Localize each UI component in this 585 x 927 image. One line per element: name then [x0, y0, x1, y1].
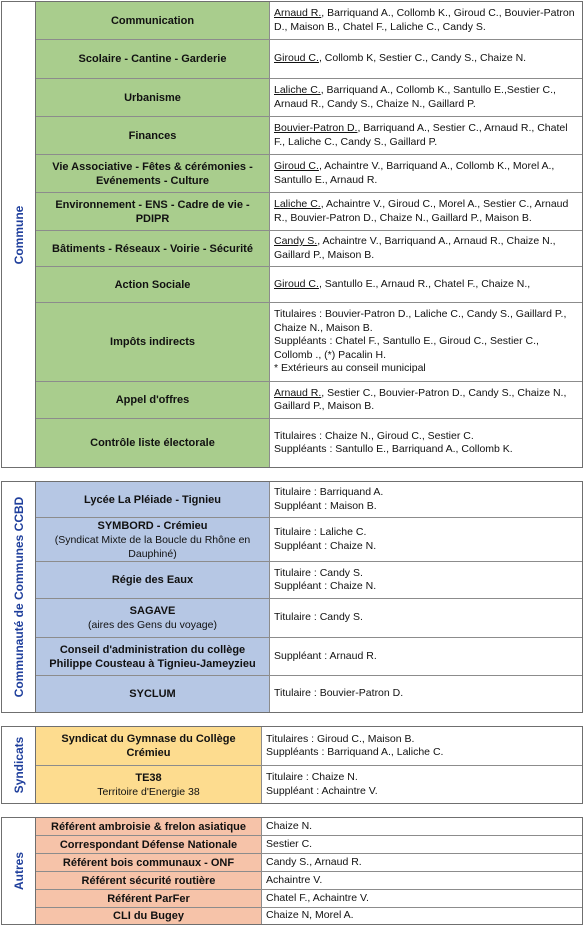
suppleants-line: Suppléants : Barriquand A., Laliche C. [266, 746, 444, 758]
autres-side-header [2, 818, 36, 924]
commune-rows [36, 2, 582, 467]
row-value: Arnaud R., Sestier C., Bouvier-Patron D., Candy S., Chaize N., Gaillard P., Maison B. [274, 386, 567, 412]
autres-side-label: Autres [11, 851, 26, 891]
suppleant-line: Suppléant : Maison B. [274, 499, 377, 512]
row-value [270, 482, 582, 517]
suppleant-line: Suppléant : Chaize N. [274, 539, 377, 552]
row-value: Laliche C., Achaintre V., Giroud C., Morel A., Sestier C., Arnaud R., Bouvier-Patron D., Chaize N., Gaillard P., Maison B. [274, 198, 569, 224]
row-label: Référent bois communaux - ONF [36, 854, 262, 871]
row-label: SYCLUM [36, 676, 270, 712]
titulaire-line: Titulaire : Candy S. [274, 611, 363, 624]
table-row [36, 193, 582, 231]
row-label [36, 599, 270, 637]
label-subtitle: (Syndicat Mixte de la Boucle du Rhône en Dauphiné) [54, 533, 251, 560]
table-row [36, 638, 582, 676]
row-value: Giroud C., Collomb K, Sestier C., Candy S., Chaize N. [274, 52, 527, 65]
table-row [36, 231, 582, 267]
label-title: SYMBORD - Crémieu [97, 519, 208, 532]
row-value [270, 303, 582, 381]
table-row [36, 267, 582, 303]
row-value: Sestier C. [266, 837, 313, 850]
commune-side-header [2, 2, 36, 467]
row-value: Chaize N. [266, 819, 313, 832]
suppleant-line: Suppléant : Achaintre V. [266, 784, 378, 797]
titulaires-line: Titulaires : Giroud C., Maison B. [266, 732, 415, 745]
table-row [36, 562, 582, 599]
table-row [36, 818, 582, 836]
table-row [36, 872, 582, 890]
row-label: Vie Associative - Fêtes & cérémonies - Evénements - Culture [36, 155, 270, 192]
syndicats-side-label: Syndicats [11, 736, 26, 794]
row-label: Référent sécurité routière [36, 872, 262, 889]
table-row [36, 518, 582, 562]
titulaire-line: Titulaire : Chaize N. [266, 771, 358, 783]
table-row [36, 890, 582, 908]
syndicats-side-header [2, 727, 36, 803]
row-label: Régie des Eaux [36, 562, 270, 598]
table-row [36, 155, 582, 193]
row-label: Environnement - ENS - Cadre de vie - PDIPR [36, 193, 270, 230]
titulaire-line: Titulaire : Candy S. [274, 566, 363, 579]
label-subtitle: Territoire d'Energie 38 [97, 785, 200, 798]
row-value [270, 562, 582, 598]
suppleant-line: Suppléant : Chaize N. [274, 580, 377, 592]
row-label: Finances [36, 117, 270, 154]
row-value: Arnaud R., Barriquand A., Collomb K., Giroud C., Bouvier-Patron D., Maison B., Chatel F., Laliche C., Candy S. [274, 7, 575, 33]
ccbd-section [1, 481, 583, 713]
titulaires-line: Titulaires : Bouvier-Patron D., Laliche C., Candy S., Gaillard P., Chaize N., Maison B. [274, 308, 567, 334]
table-row [36, 303, 582, 382]
table-row [36, 2, 582, 40]
row-label: Syndicat du Gymnase du Collège Crémieu [36, 727, 262, 765]
table-row [36, 908, 582, 924]
row-label: Impôts indirects [36, 303, 270, 381]
row-label [36, 766, 262, 803]
ccbd-rows [36, 482, 582, 712]
label-subtitle: (aires des Gens du voyage) [88, 619, 217, 631]
row-value [262, 727, 582, 765]
table-row [36, 676, 582, 712]
ccbd-side-label: Communauté de Communes CCBD [11, 496, 26, 698]
row-label: Scolaire - Cantine - Garderie [36, 40, 270, 78]
row-label: Lycée La Pléiade - Tignieu [36, 482, 270, 517]
row-label [36, 518, 270, 561]
row-value [270, 518, 582, 561]
syndicats-rows [36, 727, 582, 803]
row-value: Candy S., Arnaud R. [266, 855, 362, 868]
suppleants-line: Suppléants : Chatel F., Santullo E., Giroud C., Sestier C., Collomb ., (*) Pacalin H. [274, 335, 539, 361]
table-row [36, 419, 582, 467]
table-row [36, 79, 582, 117]
autres-rows [36, 818, 582, 924]
row-value [270, 599, 582, 637]
row-value: Achaintre V. [266, 873, 323, 886]
commune-side-label: Commune [11, 205, 26, 264]
table-row [36, 482, 582, 518]
row-value: Chatel F., Achaintre V. [266, 891, 369, 904]
table-row [36, 766, 582, 803]
table-row [36, 599, 582, 638]
table-row [36, 117, 582, 155]
commune-section [1, 1, 583, 468]
titulaire-line: Titulaire : Laliche C. [274, 526, 367, 538]
table-row [36, 836, 582, 854]
row-label: Action Sociale [36, 267, 270, 302]
row-label: Conseil d'administration du collège Philippe Cousteau à Tignieu-Jameyzieu [36, 638, 270, 675]
table-row [36, 727, 582, 766]
row-value: Bouvier-Patron D., Barriquand A., Sestier C., Arnaud R., Chatel F., Laliche C., Candy S., Gaillard P. [274, 122, 568, 148]
titulaire-line: Titulaire : Bouvier-Patron D. [274, 687, 404, 700]
row-label: Bâtiments - Réseaux - Voirie - Sécurité [36, 231, 270, 266]
label-title: SAGAVE [129, 605, 176, 617]
row-value [262, 766, 582, 803]
row-label: Correspondant Défense Nationale [36, 836, 262, 853]
table-row [36, 382, 582, 419]
suppleant-line: Suppléant : Arnaud R. [274, 649, 377, 662]
row-value [270, 676, 582, 712]
row-value: Laliche C., Barriquand A., Collomb K., Santullo E.,Sestier C., Arnaud R., Candy S., Chaize N., Gaillard P. [274, 84, 556, 110]
row-value: Giroud C., Santullo E., Arnaud R., Chatel F., Chaize N., [274, 277, 531, 290]
row-value [270, 419, 582, 467]
row-value: Chaize N, Morel A. [266, 909, 354, 922]
row-value [270, 638, 582, 675]
row-label: Référent ambroisie & frelon asiatique [36, 818, 262, 835]
footnote-line: * Extérieurs au conseil municipal [274, 362, 426, 375]
table-row [36, 40, 582, 79]
row-label: CLI du Bugey [36, 908, 262, 924]
label-title: TE38 [135, 771, 162, 784]
row-value: Giroud C., Achaintre V., Barriquand A., Collomb K., Morel A., Santullo E., Arnaud R. [274, 160, 555, 186]
row-label: Communication [36, 2, 270, 39]
autres-section [1, 817, 583, 925]
row-label: Contrôle liste électorale [36, 419, 270, 467]
table-row [36, 854, 582, 872]
row-label: Appel d'offres [36, 382, 270, 418]
titulaires-line: Titulaires : Chaize N., Giroud C., Sestier C. [274, 429, 474, 442]
row-label: Référent ParFer [36, 890, 262, 907]
syndicats-section [1, 726, 583, 804]
row-value: Candy S., Achaintre V., Barriquand A., Arnaud R., Chaize N., Gaillard P., Maison B. [274, 235, 556, 261]
ccbd-side-header [2, 482, 36, 712]
suppleants-line: Suppléants : Santullo E., Barriquand A., Collomb K. [274, 443, 513, 455]
titulaire-line: Titulaire : Barriquand A. [274, 486, 384, 498]
row-label: Urbanisme [36, 79, 270, 116]
